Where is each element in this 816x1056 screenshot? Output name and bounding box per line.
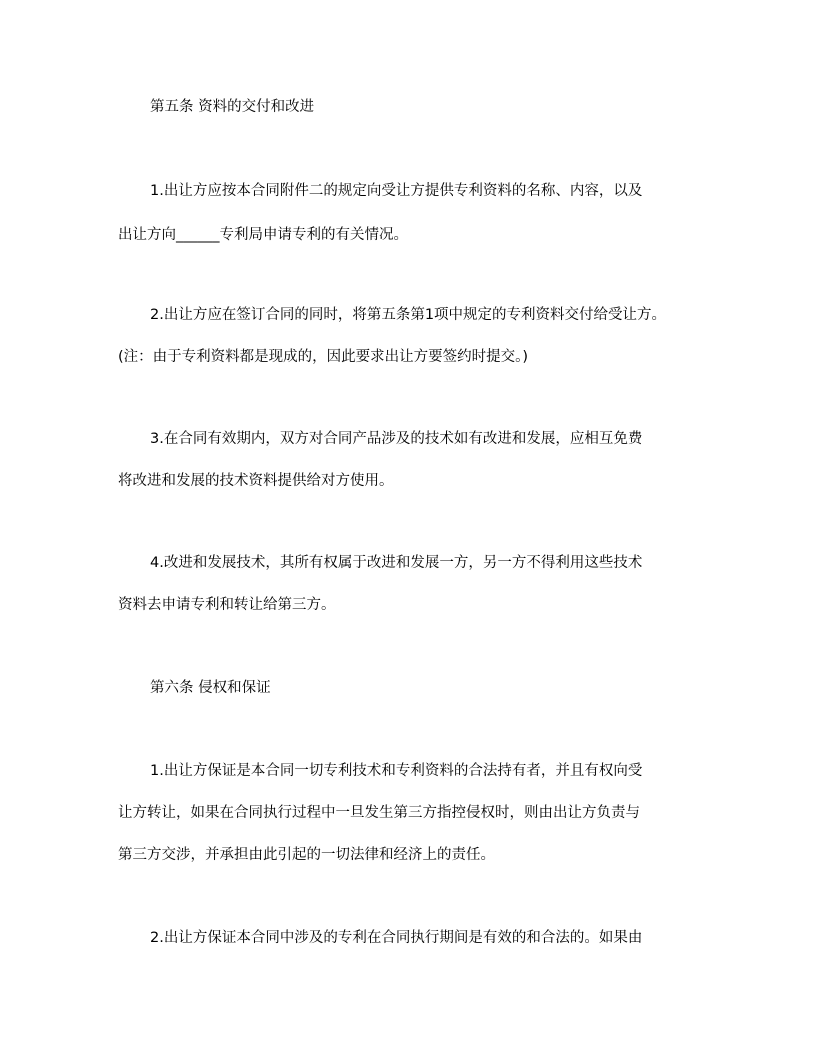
article-6-item-1-line-3: 第三方交涉，并承担由此引起的一切法律和经济上的责任。 <box>118 847 495 863</box>
article-5-item-2-line-1: 2.出让方应在签订合同的同时，将第五条第1项中规定的专利资料交付给受让方。 <box>150 307 667 323</box>
article-5-item-4-line-1: 4.改进和发展技术，其所有权属于改进和发展一方，另一方不得利用这些技术 <box>150 555 643 571</box>
article-5-item-3-line-2: 将改进和发展的技术资料提供给对方使用。 <box>118 473 394 489</box>
article-6-item-2-line-1: 2.出让方保证本合同中涉及的专利在合同执行期间是有效的和合法的。如果由 <box>150 930 643 946</box>
article-5-item-3-line-1: 3.在合同有效期内，双方对合同产品涉及的技术如有改进和发展，应相互免费 <box>150 431 643 447</box>
article-5-item-4-line-2: 资料去申请专利和转让给第三方。 <box>118 597 336 613</box>
article-5-heading: 第五条 资料的交付和改进 <box>150 99 315 115</box>
article-5-item-2-line-2: (注：由于专利资料都是现成的，因此要求出让方要签约时提交。) <box>118 349 529 365</box>
article-6-item-1-line-1: 1.出让方保证是本合同一切专利技术和专利资料的合法持有者，并且有权向受 <box>150 763 643 779</box>
article-5-item-1-line-1: 1.出让方应按本合同附件二的规定向受让方提供专利资料的名称、内容，以及 <box>150 183 643 199</box>
article-6-heading: 第六条 侵权和保证 <box>150 680 271 696</box>
article-5-item-1-line-2: 出让方向______专利局申请专利的有关情况。 <box>118 227 408 243</box>
article-6-item-1-line-2: 让方转让，如果在合同执行过程中一旦发生第三方指控侵权时，则由出让方负责与 <box>118 805 640 821</box>
